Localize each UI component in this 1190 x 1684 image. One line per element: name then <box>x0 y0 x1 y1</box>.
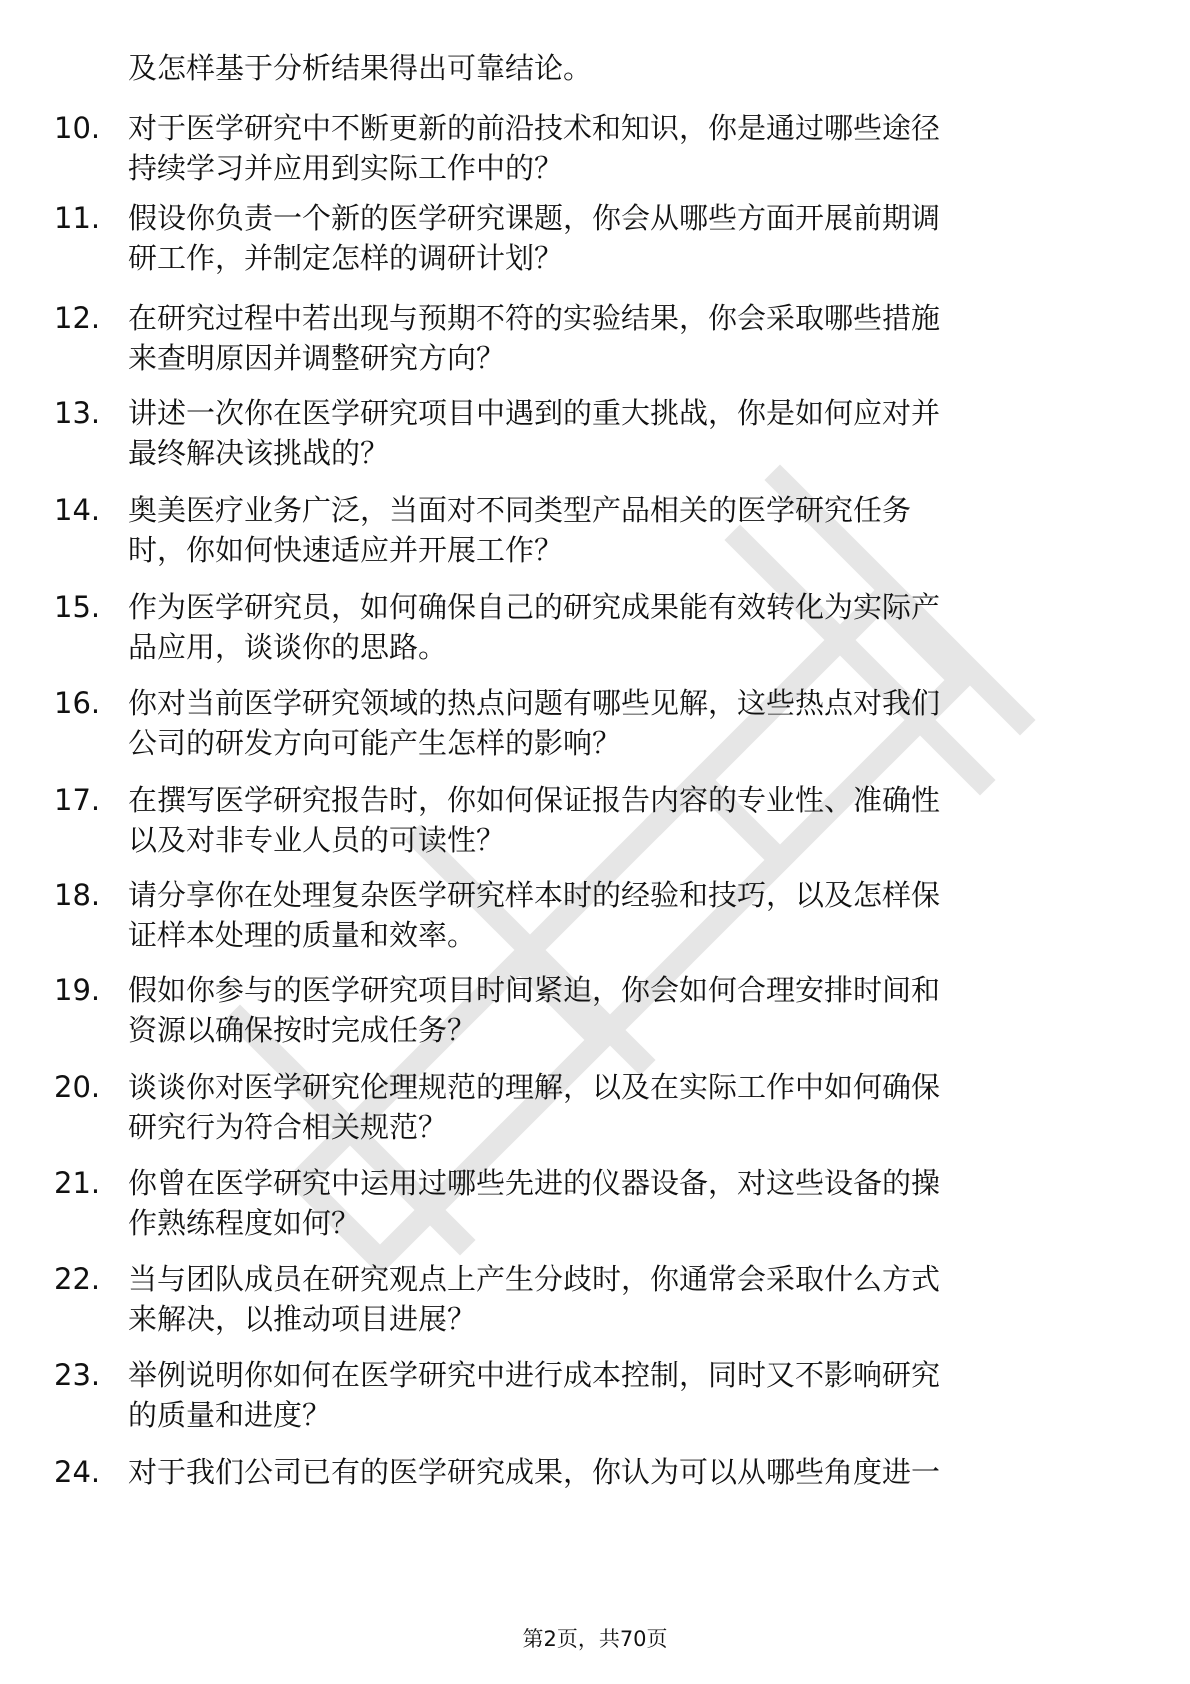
question-number: 13. <box>54 396 101 430</box>
question-text: 你对当前医学研究领域的热点问题有哪些见解，这些热点对我们 公司的研发方向可能产生怎样的影响？ <box>128 686 941 760</box>
question-number: 14. <box>54 493 101 527</box>
question-number: 23. <box>54 1358 101 1392</box>
question-number: 18. <box>54 878 101 912</box>
question-number: 17. <box>54 783 101 817</box>
question-text: 讲述一次你在医学研究项目中遇到的重大挑战，你是如何应对并 最终解决该挑战的？ <box>128 396 941 470</box>
question-text: 请分享你在处理复杂医学研究样本时的经验和技巧，以及怎样保 证样本处理的质量和效率。 <box>128 878 941 952</box>
question-number: 22. <box>54 1262 101 1296</box>
question-number: 15. <box>54 590 101 624</box>
question-text: 奥美医疗业务广泛，当面对不同类型产品相关的医学研究任务 时，你如何快速适应并开展工作？ <box>128 493 912 567</box>
question-number: 11. <box>54 201 101 235</box>
question-number: 20. <box>54 1070 101 1104</box>
question-text: 在研究过程中若出现与预期不符的实验结果，你会采取哪些措施 来查明原因并调整研究方向？ <box>128 301 941 375</box>
question-text: 对于医学研究中不断更新的前沿技术和知识，你是通过哪些途径 持续学习并应用到实际工作中的？ <box>128 111 941 185</box>
question-text: 你曾在医学研究中运用过哪些先进的仪器设备，对这些设备的操 作熟练程度如何？ <box>128 1166 941 1240</box>
question-text: 谈谈你对医学研究伦理规范的理解，以及在实际工作中如何确保 研究行为符合相关规范？ <box>128 1070 941 1144</box>
continuation-line: 及怎样基于分析结果得出可靠结论。 <box>128 51 593 85</box>
question-number: 24. <box>54 1455 101 1489</box>
question-text: 假如你参与的医学研究项目时间紧迫，你会如何合理安排时间和 资源以确保按时完成任务？ <box>128 973 941 1047</box>
question-number: 21. <box>54 1166 101 1200</box>
question-number: 19. <box>54 973 101 1007</box>
question-number: 16. <box>54 686 101 720</box>
question-text: 举例说明你如何在医学研究中进行成本控制，同时又不影响研究 的质量和进度？ <box>128 1358 941 1432</box>
page-footer: 第2页，共70页 <box>522 1627 668 1651</box>
question-text: 假设你负责一个新的医学研究课题，你会从哪些方面开展前期调 研工作，并制定怎样的调研计划？ <box>128 201 941 275</box>
question-text: 作为医学研究员，如何确保自己的研究成果能有效转化为实际产 品应用，谈谈你的思路。 <box>128 590 941 664</box>
question-number: 10. <box>54 111 101 145</box>
question-text: 对于我们公司已有的医学研究成果，你认为可以从哪些角度进一 <box>128 1455 941 1489</box>
question-number: 12. <box>54 301 101 335</box>
question-text: 在撰写医学研究报告时，你如何保证报告内容的专业性、准确性 以及对非专业人员的可读性？ <box>128 783 941 857</box>
question-text: 当与团队成员在研究观点上产生分歧时，你通常会采取什么方式 来解决，以推动项目进展？ <box>128 1262 941 1336</box>
